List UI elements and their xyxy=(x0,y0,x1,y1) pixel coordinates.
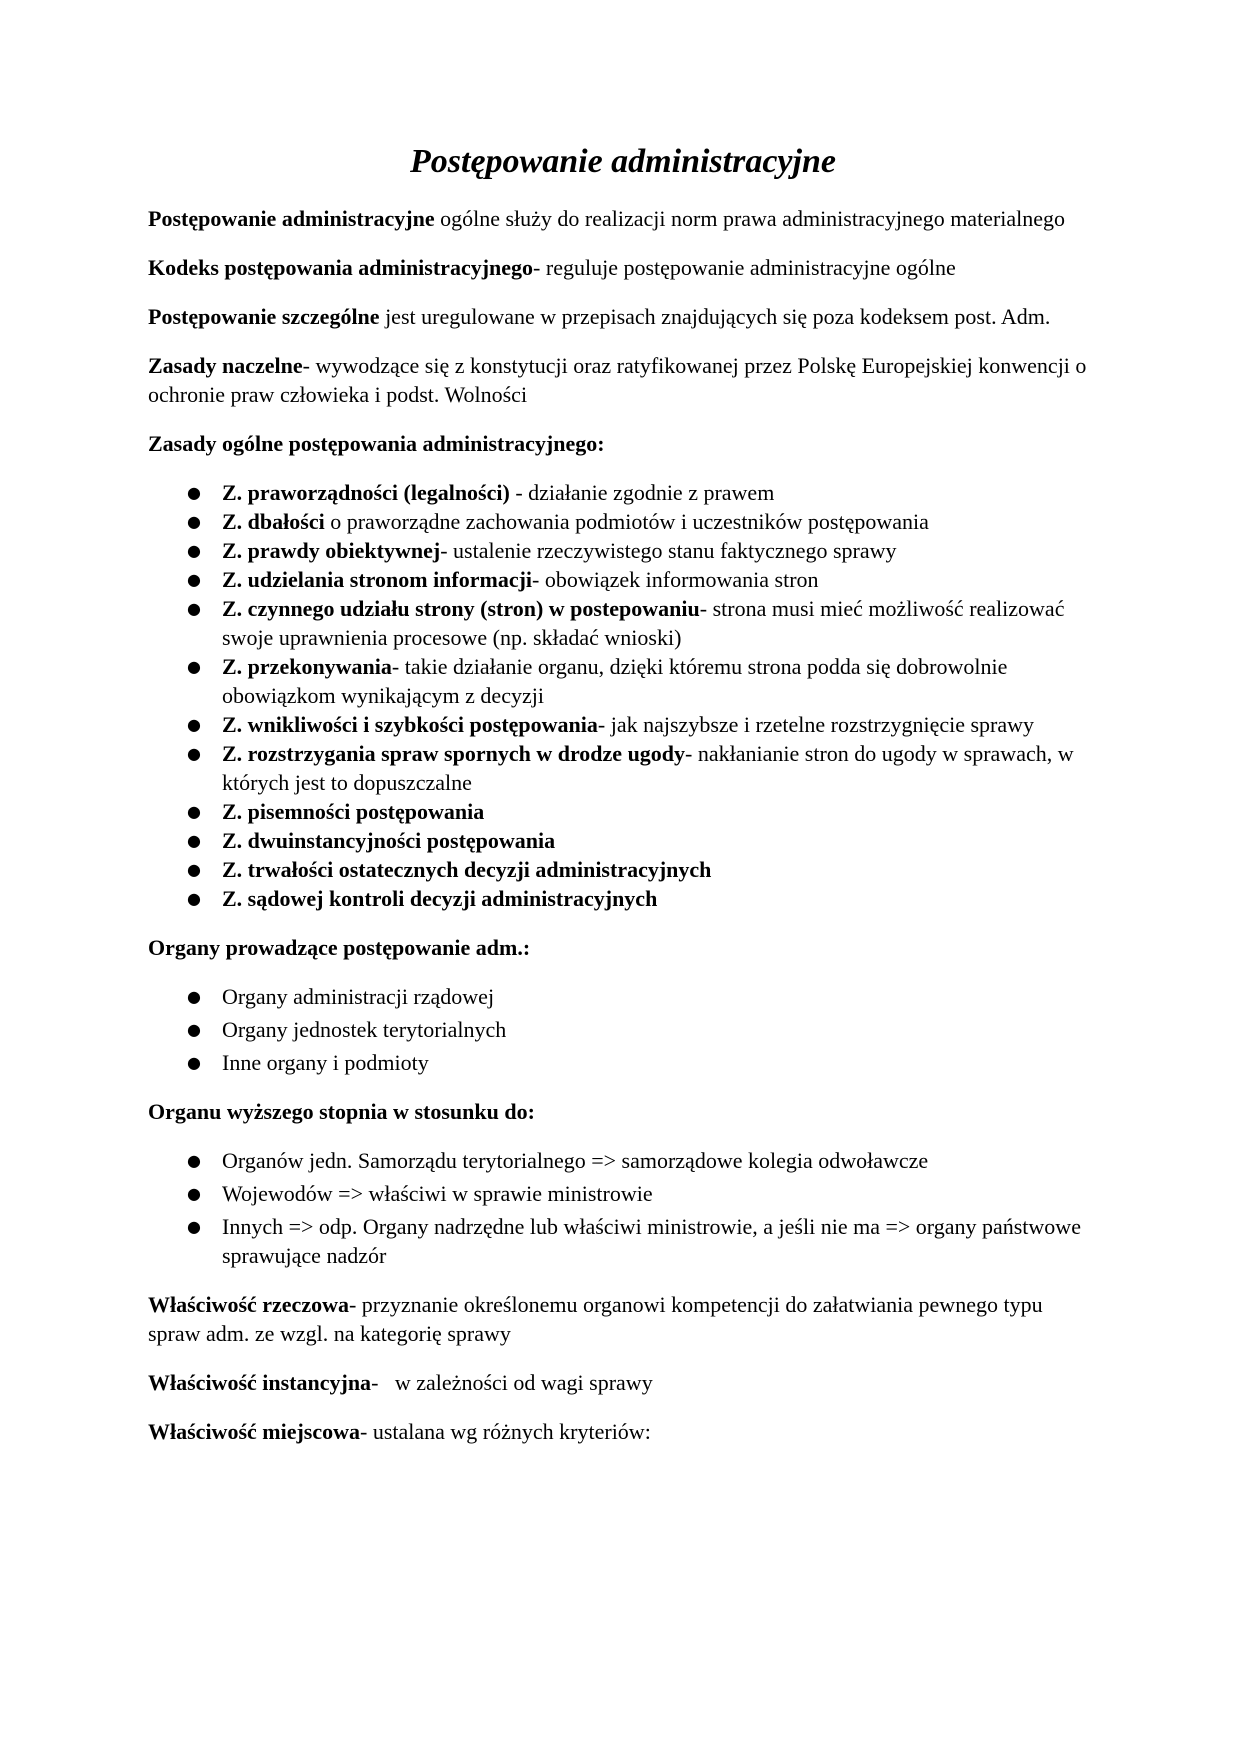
list-item xyxy=(148,478,1098,507)
definition: jest uregulowane w przepisach znajdujących się poza kodeksem post. Adm. xyxy=(379,304,1051,329)
item-term: Z. udzielania stronom informacji xyxy=(222,567,533,592)
list-item xyxy=(148,594,1098,652)
list-item xyxy=(148,739,1098,797)
bullet-icon: ● xyxy=(187,541,201,560)
heading-text: Organy prowadzące postępowanie adm.: xyxy=(148,935,531,960)
list-item xyxy=(148,1212,1098,1270)
bullet-icon: ● xyxy=(187,1151,201,1170)
bullet-icon: ● xyxy=(187,744,201,763)
term: Postępowanie administracyjne xyxy=(148,206,435,231)
list-item xyxy=(148,652,1098,710)
list-item xyxy=(148,565,1098,594)
list-item xyxy=(148,855,1098,884)
item-term: Z. pisemności postępowania xyxy=(222,799,485,824)
definition: - przyznanie określonemu organowi kompetencji do załatwiania pewnego typu spraw adm. ze wzgl. na kategorię sprawy xyxy=(148,1292,1043,1346)
paragraph-kodeks xyxy=(148,253,1098,282)
item-term: Z. dwuinstancyjności postępowania xyxy=(222,828,556,853)
item-text: - jak najszybsze i rzetelne rozstrzygnięcie sprawy xyxy=(597,712,1035,737)
section-heading-principles xyxy=(148,429,1098,458)
list-item xyxy=(148,1146,1098,1175)
bullet-icon: ● xyxy=(187,860,201,879)
paragraph-szczegolne xyxy=(148,302,1098,331)
item-term: Z. rozstrzygania spraw spornych w drodze ugody xyxy=(222,741,686,766)
bullet-icon: ● xyxy=(187,715,201,734)
bullet-icon: ● xyxy=(187,1020,201,1039)
bullet-icon: ● xyxy=(187,657,201,676)
bullet-icon: ● xyxy=(187,570,201,589)
item-text: Organy jednostek terytorialnych xyxy=(222,1017,507,1042)
section-heading-organs xyxy=(148,933,1098,962)
item-text: Innych => odp. Organy nadrzędne lub właściwi ministrowie, a jeśli nie ma => organy państwowe sprawujące nadzór xyxy=(222,1214,1081,1268)
bullet-icon: ● xyxy=(187,1217,201,1236)
paragraph-zasady-naczelne xyxy=(148,351,1098,409)
list-item xyxy=(148,797,1098,826)
item-text: - takie działanie organu, dzięki któremu strona podda się dobrowolnie obowiązkom wynikającym z decyzji xyxy=(222,654,1008,708)
definition: - wywodzące się z konstytucji oraz ratyfikowanej przez Polskę Europejskiej konwencji o ochronie praw człowieka i podst. Wolności xyxy=(148,353,1087,407)
term: Kodeks postępowania administracyjnego xyxy=(148,255,534,280)
list-item xyxy=(148,1015,1098,1044)
item-text: Organy administracji rządowej xyxy=(222,984,495,1009)
bullet-icon: ● xyxy=(187,831,201,850)
term: Właściwość miejscowa xyxy=(148,1419,361,1444)
definition: - w zależności od wagi sprawy xyxy=(371,1370,653,1395)
paragraph-wlasciwosc-miejscowa xyxy=(148,1417,1098,1446)
item-term: Z. sądowej kontroli decyzji administracyjnych xyxy=(222,886,658,911)
bullet-icon: ● xyxy=(187,1053,201,1072)
bullet-icon: ● xyxy=(187,1184,201,1203)
list-item xyxy=(148,1179,1098,1208)
bullet-icon: ● xyxy=(187,483,201,502)
item-term: Z. trwałości ostatecznych decyzji administracyjnych xyxy=(222,857,712,882)
item-term: Z. wnikliwości i szybkości postępowania xyxy=(222,712,598,737)
list-item xyxy=(148,884,1098,913)
heading-text: Zasady ogólne postępowania administracyjnego: xyxy=(148,431,605,456)
item-term: Z. prawdy obiektywnej xyxy=(222,538,441,563)
item-text: - obowiązek informowania stron xyxy=(532,567,819,592)
list-item xyxy=(148,507,1098,536)
list-item xyxy=(148,536,1098,565)
item-term: Z. praworządności (legalności) xyxy=(222,480,510,505)
item-term: Z. przekonywania xyxy=(222,654,392,679)
item-term: Z. dbałości xyxy=(222,509,325,534)
bullet-icon: ● xyxy=(187,889,201,908)
bullet-icon: ● xyxy=(187,802,201,821)
definition: ogólne służy do realizacji norm prawa administracyjnego materialnego xyxy=(434,206,1066,231)
bullet-icon: ● xyxy=(187,512,201,531)
item-text: Inne organy i podmioty xyxy=(222,1050,429,1075)
section-heading-higher-organs xyxy=(148,1097,1098,1126)
higher-organs-list xyxy=(148,1146,1098,1270)
list-item xyxy=(148,1048,1098,1077)
item-text: - nakłanianie stron do ugody w sprawach, w których jest to dopuszczalne xyxy=(222,741,1074,795)
organs-list xyxy=(148,982,1098,1077)
heading-text: Organu wyższego stopnia w stosunku do: xyxy=(148,1099,535,1124)
item-term: Z. czynnego udziału strony (stron) w postepowaniu xyxy=(222,596,700,621)
bullet-icon: ● xyxy=(187,987,201,1006)
document-body xyxy=(148,140,1098,1466)
term: Zasady naczelne xyxy=(148,353,303,378)
paragraph-wlasciwosc-instancyjna xyxy=(148,1368,1098,1397)
term: Właściwość instancyjna xyxy=(148,1370,372,1395)
list-item xyxy=(148,826,1098,855)
item-text: o praworządne zachowania podmiotów i uczestników postępowania xyxy=(324,509,929,534)
principles-list xyxy=(148,478,1098,913)
item-text: Organów jedn. Samorządu terytorialnego => samorządowe kolegia odwoławcze xyxy=(222,1148,929,1173)
item-text: - działanie zgodnie z prawem xyxy=(509,480,775,505)
list-item xyxy=(148,710,1098,739)
definition: - reguluje postępowanie administracyjne ogólne xyxy=(533,255,956,280)
page-title: Postępowanie administracyjne xyxy=(410,143,836,180)
item-text: - ustalenie rzeczywistego stanu faktycznego sprawy xyxy=(440,538,897,563)
paragraph-postepowanie xyxy=(148,204,1098,233)
bullet-icon: ● xyxy=(187,599,201,618)
term: Postępowanie szczególne xyxy=(148,304,380,329)
item-text: Wojewodów => właściwi w sprawie ministrowie xyxy=(222,1181,653,1206)
item-text: - strona musi mieć możliwość realizować swoje uprawnienia procesowe (np. składać wnioski) xyxy=(222,596,1065,650)
list-item xyxy=(148,982,1098,1011)
term: Właściwość rzeczowa xyxy=(148,1292,349,1317)
definition: - ustalana wg różnych kryteriów: xyxy=(360,1419,651,1444)
paragraph-wlasciwosc-rzeczowa xyxy=(148,1290,1098,1348)
